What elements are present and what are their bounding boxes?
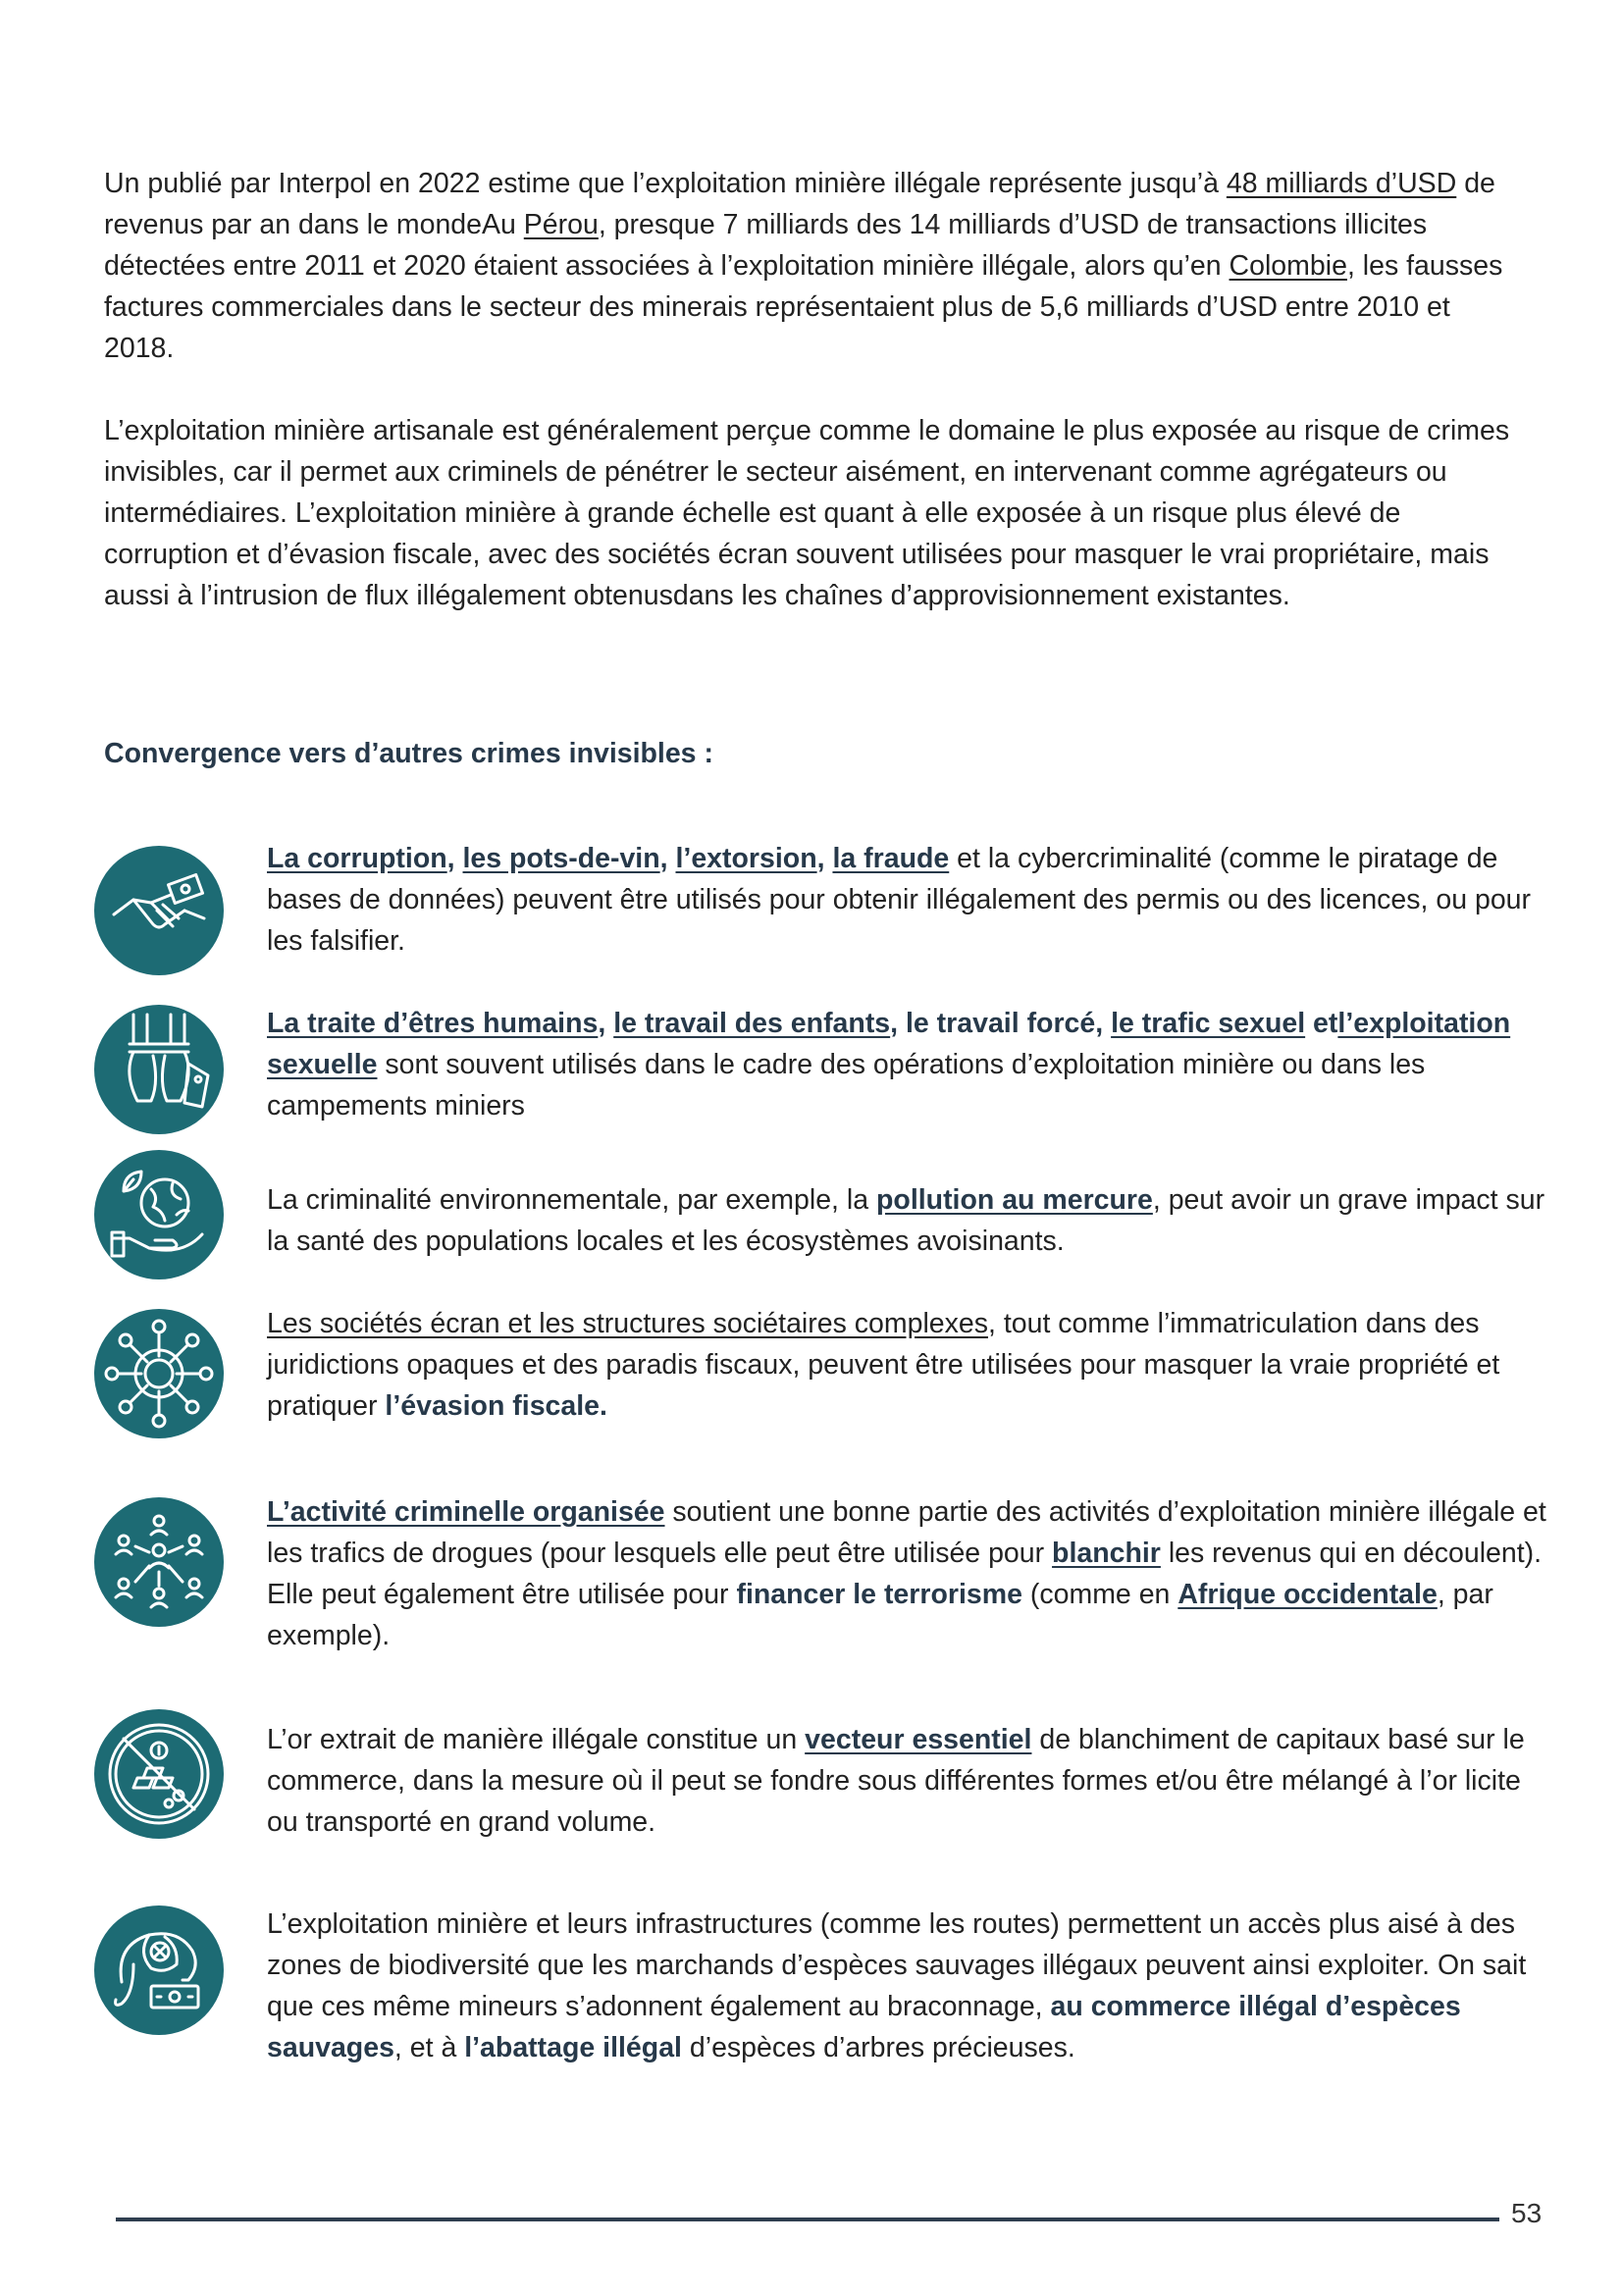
link-travail-enfants[interactable]: le travail des enfants	[613, 1008, 891, 1039]
intro-paragraph-2: L’exploitation minière artisanale est généralement perçue comme le domaine le plus exposée au risque de crimes invisibles, car il permet aux criminels de pénétrer le secteur aisément, en intervenant comme agrégateurs ou intermédiaires. L’exploitation minière à grande échelle est quant à elle exposée à un risque plus élevé de corruption et d’évasion fiscale, avec des sociétés écran souvent utilisées pour masquer le vrai propriétaire, mais aussi à l’intrusion de flux illégalement obtenusdans les chaînes d’approvisionnement existantes.	[104, 415, 1510, 611]
text: L’exploitation minière et leurs infrastructures (comme les routes) permettent un accès plus aisé à des zones de biodiversité que les marchands d’espèces sauvages illégaux peuvent ainsi exploiter. On sait que ces même mineurs s’adonnent également au braconnage,	[267, 1908, 1527, 2022]
link-societes-ecran[interactable]: Les sociétés écran et les structures sociétaires complexes	[267, 1308, 988, 1339]
item-corruption-text	[267, 838, 1552, 962]
bold-commerce-illegal-especes: au commerce illégal d’espèces sauvages	[267, 1991, 1461, 2063]
footer-divider	[116, 2218, 1499, 2221]
item-environment-text	[267, 1179, 1552, 1262]
text: sont souvent utilisés dans le cadre des opérations d’exploitation minière ou dans les campements miniers	[267, 1049, 1426, 1122]
separator: ,	[446, 843, 463, 874]
link-traite-etres-humains[interactable]: La traite d’êtres humains	[267, 1008, 599, 1039]
text: et la cybercriminalité (comme le piratage de bases de données) peuvent être utilisés pour obtenir illégalement des permis ou des licences, ou pour les falsifier.	[267, 843, 1532, 957]
link-perou[interactable]: Pérou	[523, 209, 599, 240]
text: , par exemple).	[267, 1579, 1493, 1651]
text: soutient une bonne partie des activités d’exploitation minière illégale et les trafics de drogues (pour lesquels elle peut être utilisée pour	[267, 1496, 1546, 1569]
link-vecteur-essentiel[interactable]: vecteur essentiel	[805, 1724, 1032, 1755]
text: les revenus qui en découlent). Elle peut également être utilisée pour	[267, 1538, 1543, 1610]
text: Un publié par Interpol en 2022 estime que l’exploitation minière illégale représente jusqu’à	[104, 168, 1227, 199]
text: , et à	[393, 2032, 465, 2063]
section-heading: Convergence vers d’autres crimes invisibles :	[104, 738, 713, 769]
text: (comme en	[1021, 1579, 1178, 1610]
link-trafic-sexuel[interactable]: le trafic sexuel	[1111, 1008, 1306, 1039]
bold-abattage-illegal: l’abattage illégal	[464, 2032, 682, 2063]
text: de revenus par an dans le mondeAu	[104, 168, 1495, 240]
separator: ,	[598, 1008, 614, 1039]
link-corruption[interactable]: La corruption	[267, 843, 447, 874]
link-48-milliards[interactable]: 48 milliards d’USD	[1226, 168, 1457, 199]
link-extorsion[interactable]: l’extorsion	[675, 843, 817, 874]
handshake-money-icon	[94, 846, 224, 975]
text: , les fausses factures commerciales dans le secteur des minerais représentaient plus de 5,6 milliards d’USD entre 2010 et 2018.	[104, 250, 1503, 364]
item-trafficking-text	[267, 1003, 1552, 1126]
link-pollution-mercure[interactable]: pollution au mercure	[876, 1184, 1153, 1216]
text-travail-force: , le travail forcé,	[890, 1008, 1112, 1039]
separator: ,	[816, 843, 833, 874]
page-number: 53	[1511, 2198, 1543, 2228]
item-wildlife-text	[267, 1904, 1552, 2068]
text: L’or extrait de manière illégale constitue un	[267, 1724, 806, 1755]
bound-hands-price-tag-icon	[94, 1005, 224, 1134]
link-blanchir[interactable]: blanchir	[1052, 1538, 1161, 1569]
item-shell-text	[267, 1303, 1552, 1427]
link-exploitation-sexuelle[interactable]: l’exploitation sexuelle	[267, 1008, 1511, 1080]
bold-financer-terrorisme: financer le terrorisme	[736, 1579, 1022, 1610]
link-pots-de-vin[interactable]: les pots-de-vin	[462, 843, 660, 874]
link-afrique-occidentale[interactable]: Afrique occidentale	[1177, 1579, 1438, 1610]
text: La criminalité environnementale, par exemple, la	[267, 1184, 876, 1216]
text: , tout comme l’immatriculation dans des juridictions opaques et des paradis fiscaux, peuvent être utilisées pour masquer la vraie propriété et pratiquer	[267, 1308, 1500, 1422]
elephant-cash-icon	[94, 1905, 224, 2035]
text: d’espèces d’arbres précieuses.	[681, 2032, 1075, 2063]
link-colombie[interactable]: Colombie	[1229, 250, 1347, 282]
separator: ,	[659, 843, 676, 874]
text: , presque 7 milliards des 14 milliards d’USD de transactions illicites détectées entre 2011 et 2020 étaient associées à l’exploitation minière illégale, alors qu’en	[104, 209, 1428, 282]
intro-paragraph-1	[104, 163, 1527, 369]
text: , peut avoir un grave impact sur la santé des populations locales et les écosystèmes avoisinants.	[267, 1184, 1545, 1257]
people-network-icon	[94, 1497, 224, 1627]
item-gold-text	[267, 1719, 1552, 1843]
earth-hand-leaf-icon	[94, 1150, 224, 1279]
item-organized-crime-text	[267, 1491, 1552, 1656]
bold-evasion-fiscale: l’évasion fiscale.	[385, 1390, 607, 1422]
text-et: et	[1305, 1008, 1338, 1039]
text: de blanchiment de capitaux basé sur le commerce, dans la mesure où il peut se fondre sous différentes formes et/ou être mélangé à l’or licite ou transporté en grand volume.	[267, 1724, 1525, 1838]
link-activite-criminelle-organisee[interactable]: L’activité criminelle organisée	[267, 1496, 665, 1528]
gear-network-icon	[94, 1309, 224, 1438]
link-fraude[interactable]: la fraude	[832, 843, 950, 874]
no-gold-bars-icon	[94, 1709, 224, 1839]
